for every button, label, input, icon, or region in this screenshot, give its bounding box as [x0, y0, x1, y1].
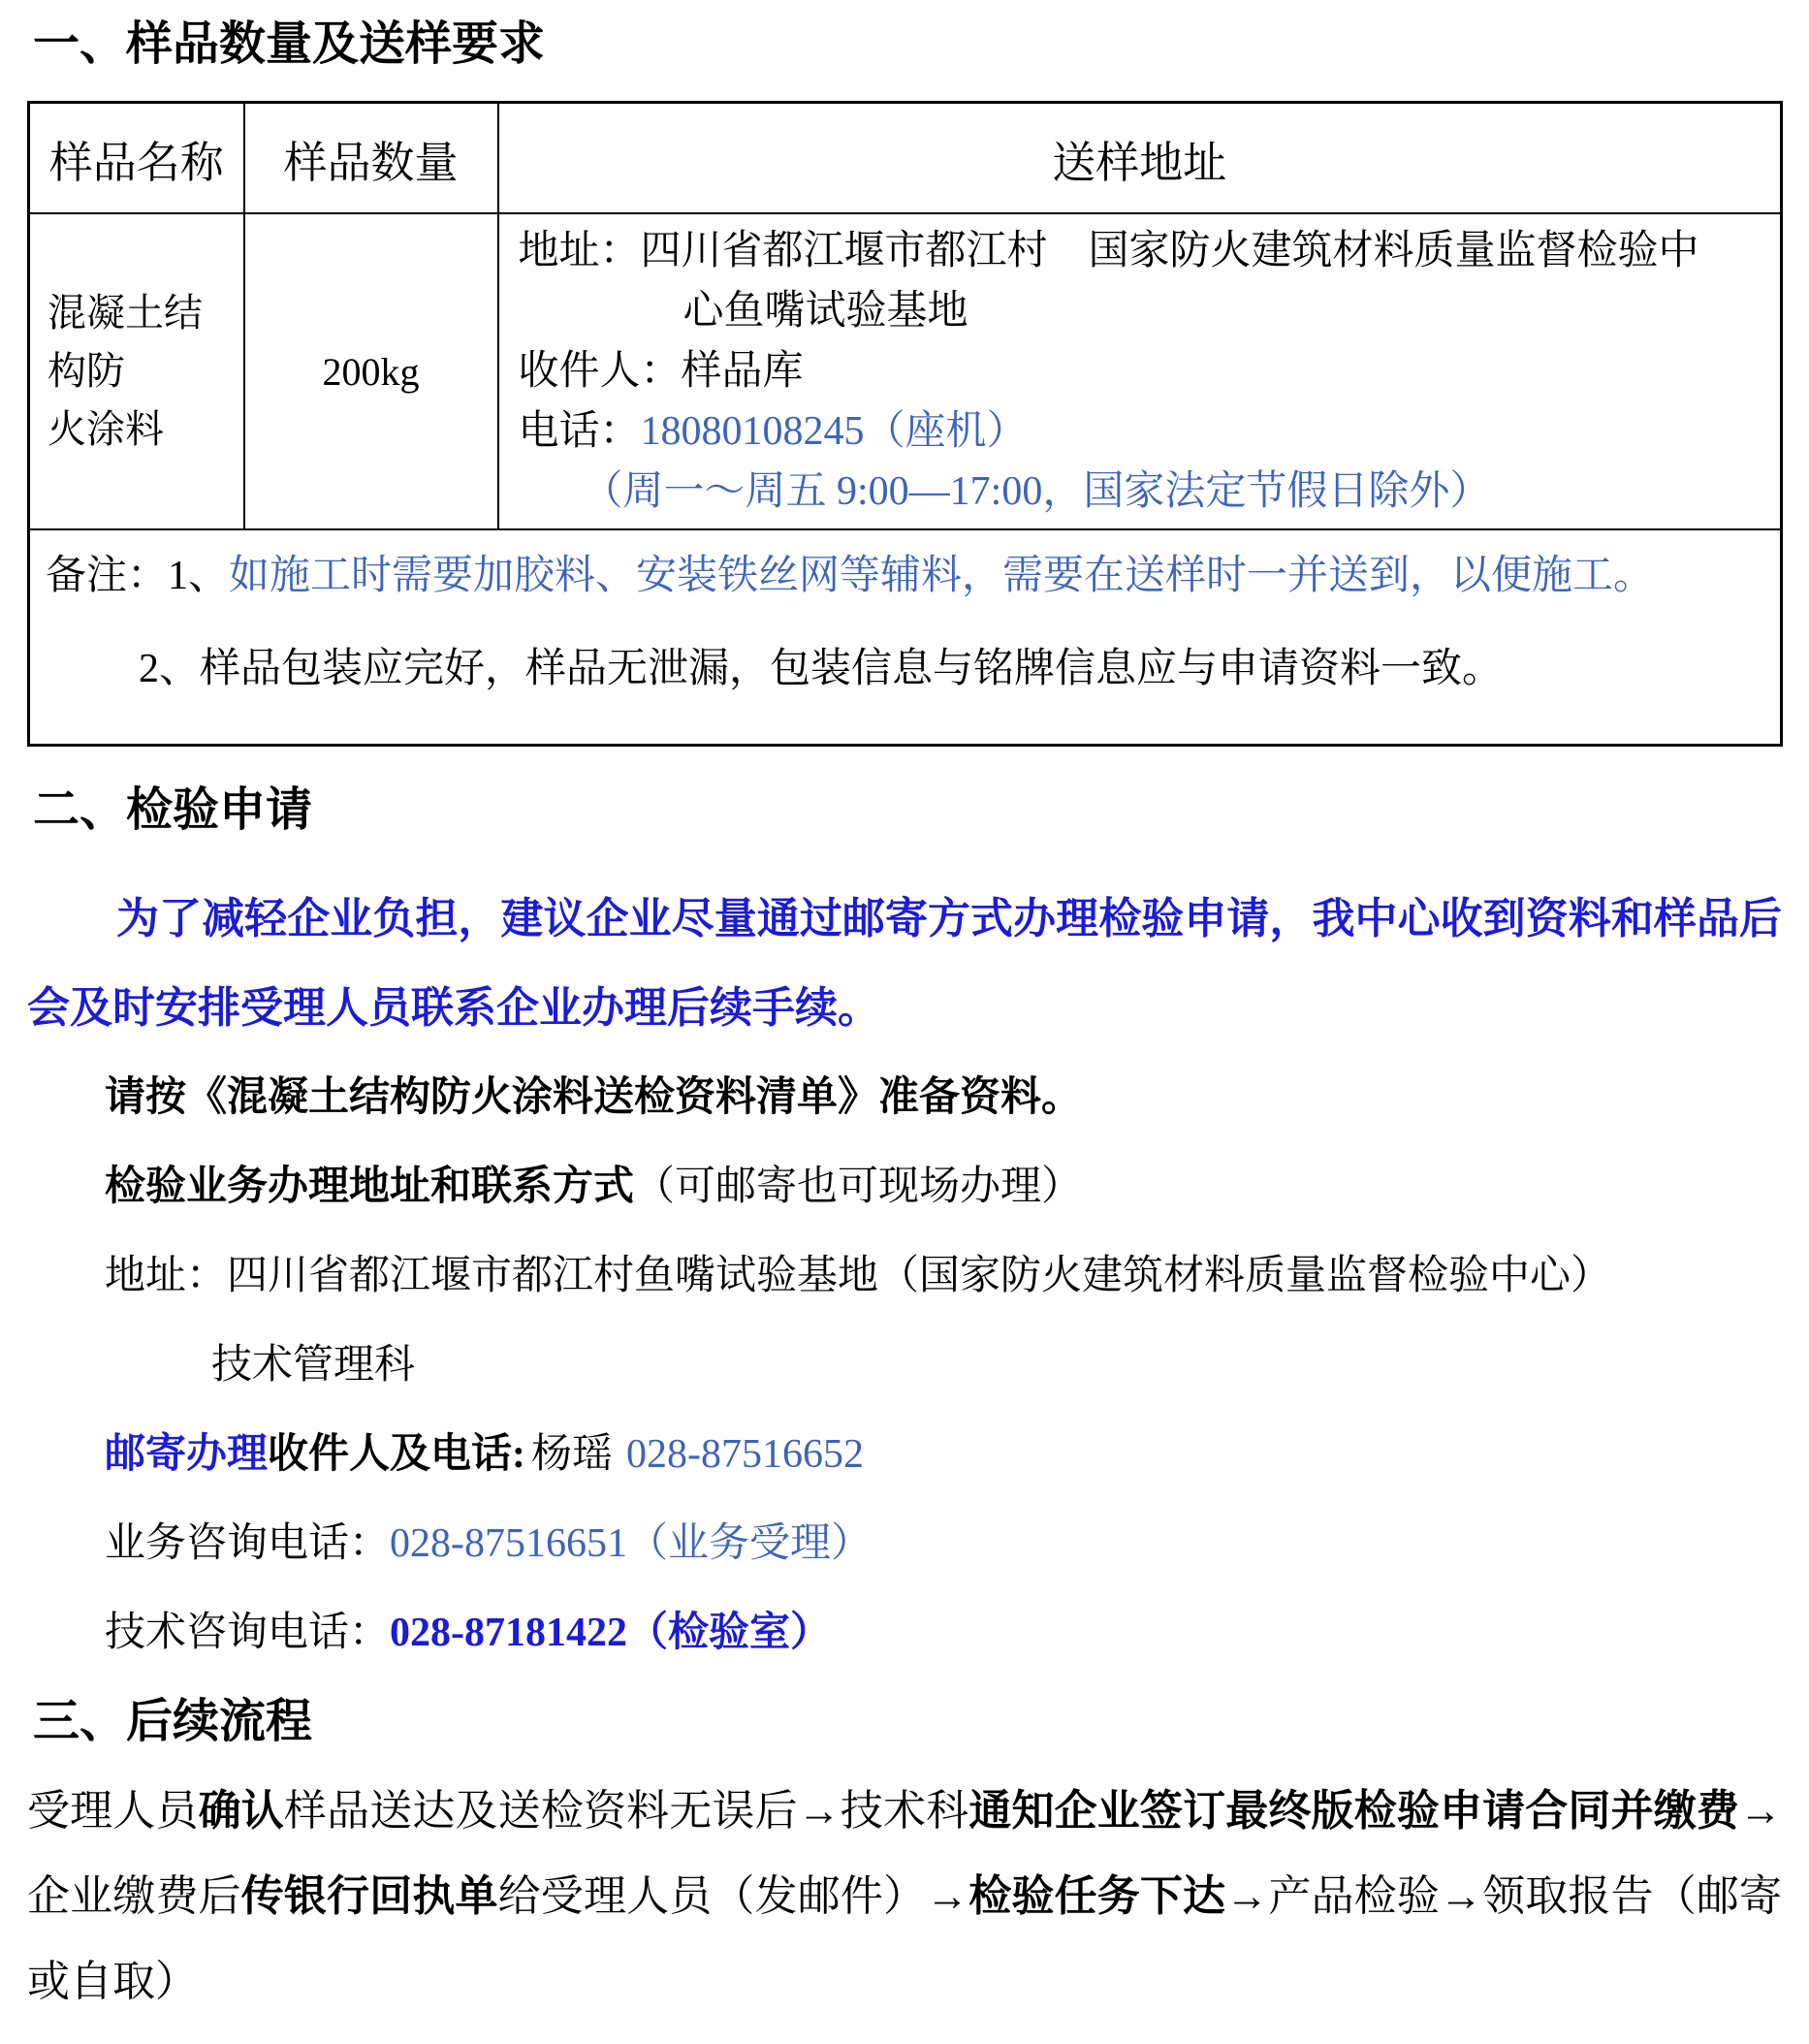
mail-contact-title: 收件人及电话: — [268, 1432, 526, 1477]
sample-requirements-table — [27, 101, 1783, 747]
phone-label: 电话： — [518, 409, 641, 454]
address-line-1 — [519, 221, 1771, 281]
business-phone-label: 业务咨询电话： — [105, 1521, 391, 1566]
contact-method-title: 检验业务办理地址和联系方式 — [105, 1165, 635, 1209]
section2-body — [27, 875, 1782, 1677]
technical-phone-line — [105, 1588, 1782, 1677]
sample-name-cell — [29, 213, 244, 529]
mail-recipient-name: 杨瑶 — [531, 1432, 614, 1477]
technical-phone-label: 技术咨询电话： — [105, 1611, 391, 1655]
col-header-sample-name: 样品名称 — [29, 103, 244, 214]
mail-phone-number: 028-87516652 — [626, 1432, 865, 1477]
mailing-suggestion-paragraph: 为了减轻企业负担，建议企业尽量通过邮寄方式办理检验申请，我中心收到资料和样品后会及时安排受理人员联系企业办理后续手续。 — [27, 895, 1782, 1032]
business-phone-line — [105, 1499, 1782, 1588]
note-2: 2、样品包装应完好，样品无泄漏，包装信息与铭牌信息应与申请资料一致。 — [139, 647, 1504, 691]
section2-heading: 二、检验申请 — [33, 784, 313, 836]
note-1-prefix: 1、 — [168, 554, 230, 598]
note-1 — [46, 550, 1764, 602]
phone-number: 18080108245（座机） — [640, 409, 1028, 454]
table-header-row — [29, 103, 1782, 214]
office-address-line: 地址：四川省都江堰市都江村鱼嘴试验基地（国家防火建筑材料质量监督检验中心） — [105, 1254, 1612, 1298]
phone-line — [519, 401, 1771, 462]
table-row — [29, 213, 1782, 529]
notes-row — [29, 529, 1782, 746]
notes-cell — [29, 529, 1782, 746]
mail-contact-line — [105, 1410, 1782, 1499]
sample-name-line1: 混凝土结构防 — [48, 291, 203, 393]
department-line: 技术管理科 — [211, 1343, 416, 1388]
sample-quantity-cell: 200kg — [244, 213, 498, 529]
col-header-sample-quantity: 样品数量 — [244, 103, 498, 214]
notes-label: 备注： — [46, 554, 169, 598]
address-label: 地址： — [518, 229, 641, 273]
flow-seg-2: 确认 — [198, 1787, 284, 1835]
col-header-delivery-address: 送样地址 — [498, 103, 1782, 214]
flow-seg-3: 样品送达及送检资料无误后→技术科 — [283, 1787, 969, 1835]
contact-method-line — [105, 1142, 1782, 1231]
contact-method-note: （可邮寄也可现场办理） — [634, 1165, 1083, 1209]
address-line-2: 心鱼嘴试验基地 — [682, 289, 968, 334]
flow-seg-4: 通知企业签订最终版检验申请合同并缴费 — [968, 1787, 1740, 1835]
flow-seg-6: 传银行回执单 — [240, 1872, 498, 1920]
section1-heading: 一、样品数量及送样要求 — [33, 18, 546, 70]
flow-seg-9: →产品检验→领取报告（邮寄或自取） — [27, 1872, 1783, 2005]
delivery-address-cell — [498, 213, 1782, 529]
note-1-text: 如施工时需要加胶料、安装铁丝网等辅料，需要在送样时一并送到，以便施工。 — [229, 554, 1655, 598]
flow-seg-7: 给受理人员（发邮件）→ — [497, 1872, 969, 1920]
sample-name-line2: 火涂料 — [48, 407, 164, 451]
prepare-materials-line: 请按《混凝土结构防火涂料送检资料清单》准备资料。 — [105, 1075, 1083, 1120]
business-phone-number: 028-87516651（业务受理） — [390, 1521, 873, 1566]
flow-seg-8: 检验任务下达 — [968, 1872, 1226, 1920]
flow-seg-1: 受理人员 — [27, 1787, 199, 1835]
technical-phone-number: 028-87181422（检验室） — [390, 1611, 832, 1655]
followup-process-paragraph — [27, 1769, 1782, 2025]
recipient-line: 收件人：样品库 — [518, 349, 804, 394]
flow-seg-5: →企业缴费后 — [27, 1787, 1783, 1920]
address-text: 四川省都江堰市都江村 国家防火建筑材料质量监督检验中 — [640, 229, 1699, 273]
mail-handling-label: 邮寄办理 — [105, 1432, 269, 1477]
section3-heading: 三、后续流程 — [33, 1696, 313, 1747]
business-hours: （周一～周五 9:00—17:00，国家法定节假日除外） — [582, 469, 1491, 514]
